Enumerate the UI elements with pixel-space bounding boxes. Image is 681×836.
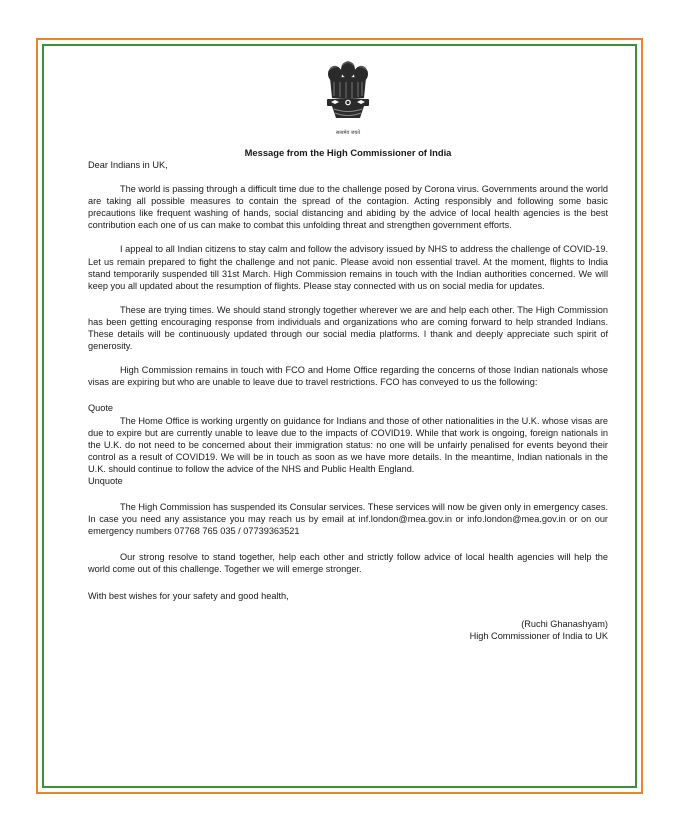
paragraph-3: These are trying times. We should stand strongly together wherever we are and help each other. The High Commission has been getting encouraging response from individuals and organizations who are coming forward to help stranded Indians. These details will be continuously updated through our social media platforms. I thank and deeply appreciate such spirit of generosity. (88, 304, 608, 352)
paragraph-2: I appeal to all Indian citizens to stay calm and follow the advisory issued by NHS to address the challenge of COVID-19. Let us remain prepared to fight the challenge and not panic. Please avoid non essential travel. At the moment, flights to India stand temporarily suspended till 31st March. High Commission remains in touch with the Indian authorities concerned. We will keep you all updated about the resumption of flights. Please stay connected with us on social media for updates. (88, 244, 608, 291)
letter-heading: Message from the High Commissioner of India (244, 147, 452, 158)
quote-text: The Home Office is working urgently on guidance for Indians and those of other nationalities in the U.K. whose visas are due to expire but are currently unable to leave due to the impacts of COVID19. While that work is ongoing, foreign nationals in the U.K. do not need to be concerned about their immigration status: no one will be unfairly penalised for events beyond their control as a result of COVID19. We will be in touch as soon as we have more details. In the meantime, Indian nationals in the U.K. should continue to follow the advice of the NHS and Public Health England. (88, 415, 608, 474)
signature-name: (Ruchi Ghanashyam) (521, 618, 608, 629)
signature-block (88, 618, 608, 642)
paragraph-1: The world is passing through a difficult time due to the challenge posed by Corona virus. Governments around the world are taking all possible measures to contain the spread of the contagion. Acting responsibly and following some basic precautions like frequent washing of hands, social distancing and abiding by the advice of local health agencies is the best contribution each one of us can make to combat this unfolding threat and strengthen government efforts. (88, 184, 608, 231)
paragraph-6: Our strong resolve to stand together, help each other and strictly follow advice of local health agencies will help the world come out of this challenge. Together we will emerge stronger. (88, 552, 608, 575)
paragraph-4: High Commission remains in touch with FCO and Home Office regarding the concerns of those Indian nationals whose visas are expiring but who are unable to leave due to travel restrictions. FCO has conveyed to us the following: (88, 365, 608, 388)
closing-line: With best wishes for your safety and good health, (88, 590, 289, 601)
quote-close: Unquote (88, 475, 123, 486)
paragraph-5: The High Commission has suspended its Consular services. These services will now be given only in emergency cases. In case you need any assistance you may reach us by email at inf.london@mea.gov.in or info.london@mea.gov.in or on our emergency numbers 07768 765 035 / 07739363521 (88, 502, 608, 537)
ashoka-lion-capital-icon (318, 58, 378, 130)
emblem-motto: सत्यमेव जयते (335, 130, 361, 136)
signature-title: High Commissioner of India to UK (469, 630, 608, 641)
salutation: Dear Indians in UK, (88, 160, 168, 170)
letter-page (88, 58, 608, 642)
quote-open: Quote (88, 403, 114, 414)
